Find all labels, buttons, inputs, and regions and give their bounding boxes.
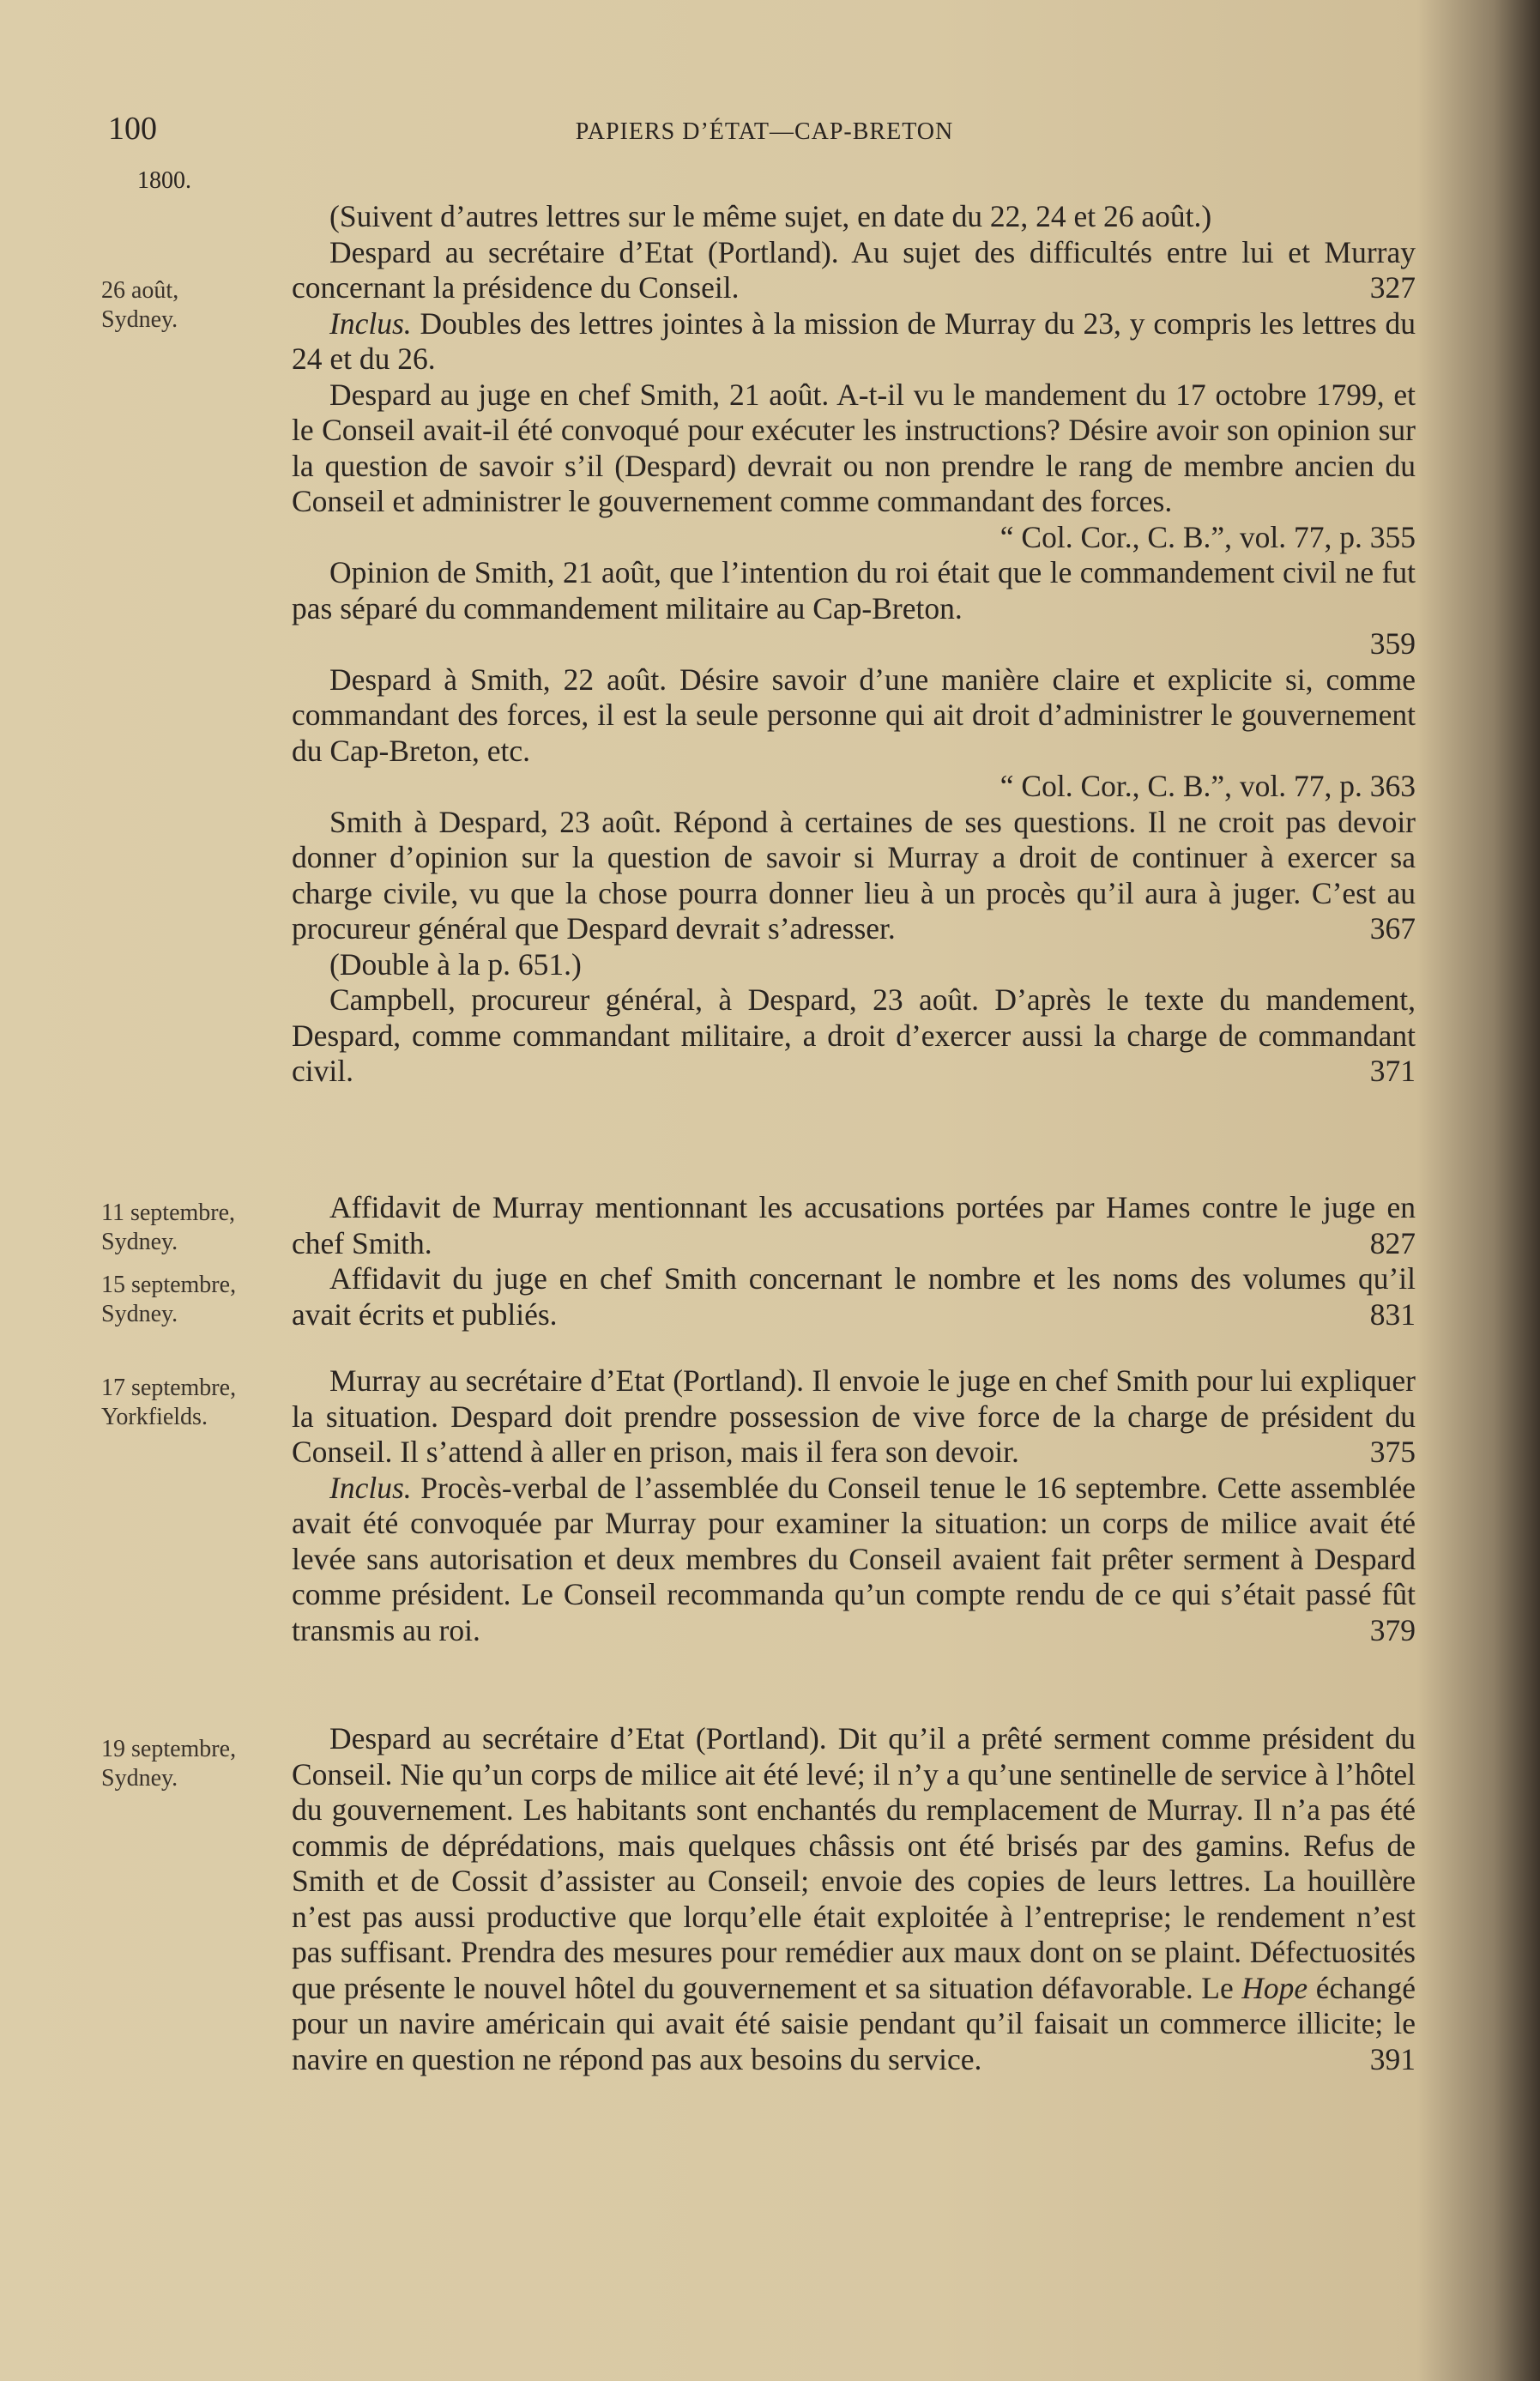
margin-place: Sydney. xyxy=(101,1765,178,1792)
margin-place: Sydney. xyxy=(101,306,178,333)
reference: “ Col. Cor., C. B.”, vol. 77, p. 363 xyxy=(999,769,1416,803)
entry-paragraph: Despard au secrétaire d’Etat (Portland). Au sujet des difficultés entre lui et Murray concernant la présidence du Conseil. 327 xyxy=(292,234,1416,305)
margin-place: Sydney. xyxy=(101,1229,178,1255)
entry-paragraph: (Suivent d’autres lettres sur le même sujet, en date du 22, 24 et 26 août.) xyxy=(329,199,1212,233)
entry-paragraph: Campbell, procureur général, à Despard, 23 août. D’après le texte du mandement, Despard, comme commandant militaire, a droit d’exercer aussi la charge de commandant civil. 371 xyxy=(292,982,1416,1088)
folio-number: 359 xyxy=(1369,626,1416,661)
ship-name: Hope xyxy=(1241,1970,1308,2005)
margin-date: 15 septembre, xyxy=(101,1272,237,1298)
entry-11-sept xyxy=(292,1190,1416,1261)
reference: “ Col. Cor., C. B.”, vol. 77, p. 355 xyxy=(999,519,1416,554)
folio-number: 391 xyxy=(1369,2041,1416,2076)
page-header xyxy=(108,110,1421,153)
entry-paragraph: (Double à la p. 651.) xyxy=(329,946,582,982)
margin-date: 17 septembre, xyxy=(101,1375,237,1401)
margin-place: Yorkfields. xyxy=(101,1404,208,1430)
folio-number: 367 xyxy=(1369,911,1416,946)
year-note: 1800. xyxy=(137,167,191,194)
running-title: PAPIERS D’ÉTAT—CAP-BRETON xyxy=(575,118,954,145)
entry-15-sept xyxy=(292,1261,1416,1333)
folio-number: 827 xyxy=(1369,1225,1416,1260)
margin-note xyxy=(101,276,178,335)
inclus-label: Inclus. xyxy=(329,1470,412,1505)
margin-note xyxy=(101,1374,236,1432)
folio-number: 831 xyxy=(1369,1296,1416,1332)
page-number: 100 xyxy=(108,111,157,147)
folio-number: 375 xyxy=(1369,1435,1416,1469)
margin-place: Sydney. xyxy=(101,1301,178,1327)
folio-number: 371 xyxy=(1369,1054,1416,1088)
entry-17-sept xyxy=(292,1363,1416,1648)
entry-paragraph: Smith à Despard, 23 août. Répond à certaines de ses questions. Il ne croit pas devoir donner d’opinion sur la question de savoir si Murray a droit de continuer à exercer sa charge civile, vu que la chose pourra donner lieu à un procès qu’il aura à juger. C’est au procureur général que Despard devrait s’adresser. 367 xyxy=(292,804,1416,946)
entry-19-sept xyxy=(292,1721,1416,2077)
margin-note xyxy=(101,1199,235,1257)
folio-number: 379 xyxy=(1369,1612,1416,1647)
entry-paragraph: Despard au secrétaire d’Etat (Portland). Dit qu’il a prêté serment comme président du Conseil. Nie qu’un corps de milice ait été levé; il n’y a qu’une sentinelle de service à l’hôtel du gouvernement. Les habitants sont enchantés du remplacement de Murray. Il n’a pas été commis de déprédations, mais quelques châssis ont été brisés par des gamins. Refus de Smith et de Cossit d’assister au Conseil; envoie des copies de leurs lettres. La houillère n’est pas aussi productive que lorqu’elle était exploitée à l’entreprise; le rendement n’est pas suffisant. Prendra des mesures pour remédier aux maux dont on se plaint. Défectuosités que présente le nouvel hôtel du gouvernement et sa situation défavorable. Le Hope échangé pour un navire américain qui avait été saisie pendant qu’il faisait un commerce illicite; le navire en question ne répond pas aux besoins du service. 391 xyxy=(292,1721,1416,2076)
inclus-label: Inclus. xyxy=(329,305,412,341)
entry-paragraph: Despard à Smith, 22 août. Désire savoir d’une manière claire et explicite si, comme commandant des forces, il est la seule personne qui ait droit d’administrer le gouvernement du Cap-Breton, etc. xyxy=(292,662,1416,768)
margin-note xyxy=(101,1271,236,1329)
entries-august xyxy=(292,199,1416,1090)
entry-paragraph: Opinion de Smith, 21 août, que l’intention du roi était que le commandement civil ne fut pas séparé du commandement militaire au Cap-Breton. xyxy=(292,555,1416,625)
entry-paragraph: Inclus. Doubles des lettres jointes à la mission de Murray du 23, y compris les lettres du 24 et du 26. xyxy=(292,305,1416,376)
margin-date: 11 septembre, xyxy=(101,1200,236,1226)
entry-paragraph: Murray au secrétaire d’Etat (Portland). Il envoie le juge en chef Smith pour lui expliquer la situation. Despard doit prendre possession de vive force de la charge de président du Conseil. Il s’attend à aller en prison, mais il fera son devoir. 375 xyxy=(292,1363,1416,1469)
entry-paragraph: Despard au juge en chef Smith, 21 août. A-t-il vu le mandement du 17 octobre 1799, et le Conseil avait-il été convoqué pour exécuter les instructions? Désire avoir son opinion sur la question de savoir s’il (Despard) devrait ou non prendre le rang de membre ancien du Conseil et administrer le gouvernement comme commandant des forces. xyxy=(292,377,1416,518)
entry-paragraph: Affidavit du juge en chef Smith concernant le nombre et les noms des volumes qu’il avait écrits et publiés. 831 xyxy=(292,1261,1416,1332)
entry-paragraph: Inclus. Procès-verbal de l’assemblée du Conseil tenue le 16 septembre. Cette assemblée avait été convoquée par Murray pour examiner la situation: un corps de milice avait été levée sans autorisation et deux membres du Conseil avaient fait prêter serment à Despard comme président. Le Conseil recommanda qu’un compte rendu de ce qui s’était passé fût transmis au roi. 379 xyxy=(292,1470,1416,1647)
entry-paragraph: Affidavit de Murray mentionnant les accusations portées par Hames contre le juge en chef Smith. 827 xyxy=(292,1190,1416,1260)
margin-date: 26 août, xyxy=(101,277,179,304)
folio-number: 327 xyxy=(1369,270,1416,305)
margin-note xyxy=(101,1735,236,1793)
margin-date: 19 septembre, xyxy=(101,1736,237,1762)
